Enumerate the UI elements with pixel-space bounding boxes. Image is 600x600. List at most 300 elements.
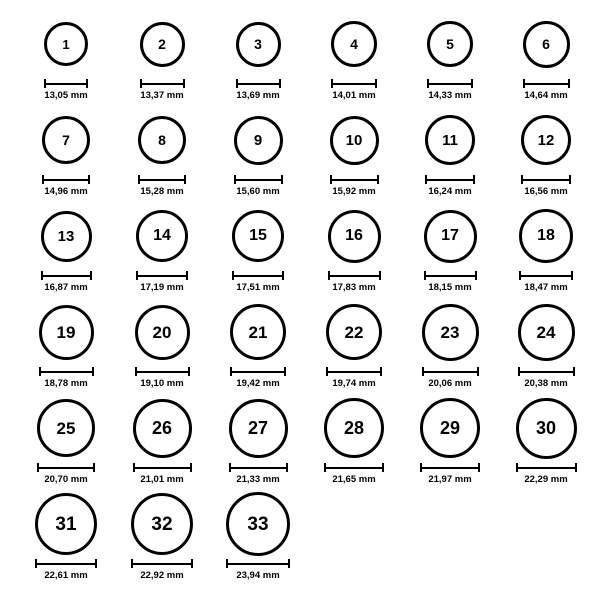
ring-circle-icon bbox=[326, 304, 382, 360]
ring-circle-wrap bbox=[424, 204, 477, 268]
ring-size-item bbox=[498, 12, 594, 101]
ring-circle-icon bbox=[226, 492, 290, 556]
measure-line bbox=[420, 467, 480, 469]
measure-line bbox=[131, 563, 193, 565]
diameter-measure-bar bbox=[136, 271, 188, 280]
diameter-value: 22,29 mm bbox=[524, 474, 568, 485]
diameter-value: 21,33 mm bbox=[236, 474, 280, 485]
diameter-value: 14,33 mm bbox=[428, 90, 472, 101]
ring-size-item bbox=[114, 492, 210, 581]
ring-size-item bbox=[402, 204, 498, 293]
diameter-value: 22,61 mm bbox=[44, 570, 88, 581]
diameter-measure-bar bbox=[330, 175, 379, 184]
diameter-measure-bar bbox=[331, 79, 377, 88]
ring-circle-icon bbox=[131, 493, 193, 555]
ring-size-item bbox=[210, 108, 306, 197]
diameter-value: 18,78 mm bbox=[44, 378, 88, 389]
ring-size-item bbox=[114, 300, 210, 389]
ring-circle-wrap bbox=[521, 108, 571, 172]
ring-size-label: 28 bbox=[343, 418, 365, 438]
measure-tick-left bbox=[39, 367, 41, 376]
measure-line bbox=[326, 371, 382, 373]
measure-line bbox=[330, 179, 379, 181]
diameter-measure-bar bbox=[230, 367, 286, 376]
ring-size-item bbox=[402, 300, 498, 389]
diameter-measure-bar bbox=[229, 463, 288, 472]
diameter-measure-bar bbox=[41, 271, 92, 280]
ring-circle-wrap bbox=[519, 204, 573, 268]
measure-line bbox=[42, 179, 90, 181]
ring-size-item bbox=[306, 204, 402, 293]
measure-line bbox=[236, 83, 281, 85]
measure-line bbox=[328, 275, 381, 277]
ring-size-label: 18 bbox=[537, 227, 555, 244]
ring-size-item bbox=[210, 204, 306, 293]
ring-size-label: 24 bbox=[536, 322, 556, 342]
ring-circle-icon bbox=[519, 209, 573, 263]
measure-tick-right bbox=[568, 79, 570, 88]
diameter-measure-bar bbox=[138, 175, 186, 184]
ring-row bbox=[0, 300, 600, 396]
ring-circle-wrap bbox=[422, 300, 479, 364]
measure-tick-right bbox=[475, 271, 477, 280]
measure-tick-right bbox=[188, 367, 190, 376]
measure-tick-left bbox=[226, 559, 228, 568]
ring-circle-icon bbox=[39, 305, 94, 360]
diameter-measure-bar bbox=[422, 367, 479, 376]
diameter-value: 17,51 mm bbox=[236, 282, 280, 293]
ring-circle-icon bbox=[229, 399, 288, 458]
measure-tick-right bbox=[284, 367, 286, 376]
measure-tick-right bbox=[191, 559, 193, 568]
ring-circle-wrap bbox=[420, 396, 480, 460]
diameter-measure-bar bbox=[420, 463, 480, 472]
ring-row bbox=[0, 204, 600, 300]
measure-tick-right bbox=[471, 79, 473, 88]
measure-tick-left bbox=[41, 271, 43, 280]
measure-tick-left bbox=[135, 367, 137, 376]
diameter-measure-bar bbox=[35, 559, 97, 568]
diameter-measure-bar bbox=[140, 79, 185, 88]
ring-circle-icon bbox=[35, 493, 97, 555]
ring-size-label: 32 bbox=[151, 513, 173, 535]
ring-circle-wrap bbox=[140, 12, 185, 76]
diameter-value: 21,65 mm bbox=[332, 474, 376, 485]
diameter-value: 22,92 mm bbox=[140, 570, 184, 581]
ring-circle-wrap bbox=[226, 492, 290, 556]
diameter-measure-bar bbox=[427, 79, 473, 88]
measure-tick-left bbox=[44, 79, 46, 88]
measure-line bbox=[37, 467, 95, 469]
measure-tick-left bbox=[229, 463, 231, 472]
measure-tick-right bbox=[184, 175, 186, 184]
measure-tick-left bbox=[331, 79, 333, 88]
ring-circle-icon bbox=[425, 115, 475, 165]
ring-circle-wrap bbox=[44, 12, 88, 76]
diameter-value: 13,37 mm bbox=[140, 90, 184, 101]
diameter-measure-bar bbox=[44, 79, 88, 88]
ring-size-label: 7 bbox=[62, 132, 70, 148]
diameter-measure-bar bbox=[424, 271, 477, 280]
measure-line bbox=[133, 467, 192, 469]
measure-tick-right bbox=[88, 175, 90, 184]
ring-circle-icon bbox=[138, 116, 186, 164]
diameter-measure-bar bbox=[519, 271, 573, 280]
measure-tick-right bbox=[473, 175, 475, 184]
ring-size-label: 15 bbox=[249, 227, 267, 244]
ring-size-item bbox=[498, 300, 594, 389]
diameter-value: 13,05 mm bbox=[44, 90, 88, 101]
measure-line bbox=[521, 179, 571, 181]
measure-tick-right bbox=[183, 79, 185, 88]
ring-size-label: 1 bbox=[62, 36, 70, 52]
diameter-value: 20,38 mm bbox=[524, 378, 568, 389]
ring-row bbox=[0, 12, 600, 108]
ring-row bbox=[0, 492, 600, 588]
ring-circle-wrap bbox=[516, 396, 577, 460]
ring-size-item bbox=[306, 300, 402, 389]
measure-tick-left bbox=[521, 175, 523, 184]
measure-tick-left bbox=[518, 367, 520, 376]
ring-circle-icon bbox=[518, 304, 575, 361]
ring-circle-icon bbox=[328, 210, 381, 263]
diameter-value: 15,28 mm bbox=[140, 186, 184, 197]
ring-size-item bbox=[18, 204, 114, 293]
ring-circle-icon bbox=[420, 398, 480, 458]
ring-circle-wrap bbox=[328, 204, 381, 268]
measure-tick-left bbox=[422, 367, 424, 376]
ring-size-label: 6 bbox=[542, 36, 550, 52]
measure-tick-right bbox=[90, 271, 92, 280]
ring-circle-wrap bbox=[138, 108, 186, 172]
ring-circle-icon bbox=[230, 304, 286, 360]
ring-size-label: 10 bbox=[345, 131, 363, 149]
ring-size-label: 26 bbox=[151, 418, 173, 438]
ring-size-item bbox=[402, 396, 498, 485]
measure-tick-left bbox=[420, 463, 422, 472]
ring-size-label: 27 bbox=[247, 418, 269, 438]
measure-tick-left bbox=[232, 271, 234, 280]
measure-tick-right bbox=[86, 79, 88, 88]
measure-tick-left bbox=[425, 175, 427, 184]
ring-circle-icon bbox=[523, 21, 570, 68]
ring-size-item bbox=[18, 12, 114, 101]
ring-size-label: 5 bbox=[446, 36, 454, 52]
diameter-value: 14,64 mm bbox=[524, 90, 568, 101]
measure-line bbox=[230, 371, 286, 373]
ring-size-item bbox=[18, 492, 114, 581]
diameter-measure-bar bbox=[516, 463, 577, 472]
ring-size-item bbox=[18, 108, 114, 197]
diameter-value: 19,42 mm bbox=[236, 378, 280, 389]
ring-size-item bbox=[402, 12, 498, 101]
measure-line bbox=[44, 83, 88, 85]
ring-size-item bbox=[114, 396, 210, 485]
measure-tick-right bbox=[379, 271, 381, 280]
measure-line bbox=[35, 563, 97, 565]
measure-tick-left bbox=[523, 79, 525, 88]
ring-size-label: 33 bbox=[247, 513, 269, 535]
ring-size-label: 2 bbox=[158, 36, 166, 52]
measure-tick-left bbox=[133, 463, 135, 472]
diameter-measure-bar bbox=[326, 367, 382, 376]
measure-tick-right bbox=[375, 79, 377, 88]
measure-tick-left bbox=[42, 175, 44, 184]
measure-tick-left bbox=[328, 271, 330, 280]
measure-tick-right bbox=[575, 463, 577, 472]
ring-size-item bbox=[114, 108, 210, 197]
diameter-measure-bar bbox=[521, 175, 571, 184]
ring-circle-icon bbox=[324, 398, 384, 458]
diameter-measure-bar bbox=[226, 559, 290, 568]
diameter-value: 19,10 mm bbox=[140, 378, 184, 389]
diameter-value: 17,19 mm bbox=[140, 282, 184, 293]
measure-line bbox=[516, 467, 577, 469]
diameter-measure-bar bbox=[425, 175, 475, 184]
measure-line bbox=[138, 179, 186, 181]
diameter-value: 14,96 mm bbox=[44, 186, 88, 197]
measure-tick-right bbox=[569, 175, 571, 184]
ring-size-item bbox=[306, 12, 402, 101]
ring-size-label: 11 bbox=[442, 131, 458, 149]
ring-size-label: 29 bbox=[439, 418, 461, 438]
diameter-value: 17,83 mm bbox=[332, 282, 376, 293]
measure-tick-left bbox=[519, 271, 521, 280]
ring-size-item bbox=[114, 204, 210, 293]
measure-line bbox=[229, 467, 288, 469]
diameter-value: 20,06 mm bbox=[428, 378, 472, 389]
measure-tick-left bbox=[324, 463, 326, 472]
ring-size-item bbox=[498, 204, 594, 293]
measure-tick-left bbox=[131, 559, 133, 568]
ring-circle-icon bbox=[135, 305, 190, 360]
ring-circle-icon bbox=[330, 116, 379, 165]
measure-tick-right bbox=[478, 463, 480, 472]
ring-size-label: 4 bbox=[350, 36, 358, 52]
measure-line bbox=[518, 371, 575, 373]
measure-tick-left bbox=[37, 463, 39, 472]
ring-size-item bbox=[498, 396, 594, 485]
ring-circle-wrap bbox=[133, 396, 192, 460]
ring-circle-wrap bbox=[135, 300, 190, 364]
ring-size-item bbox=[306, 396, 402, 485]
diameter-value: 15,60 mm bbox=[236, 186, 280, 197]
measure-tick-right bbox=[477, 367, 479, 376]
measure-line bbox=[324, 467, 384, 469]
ring-circle-icon bbox=[41, 211, 92, 262]
ring-row bbox=[0, 108, 600, 204]
measure-line bbox=[427, 83, 473, 85]
diameter-value: 20,70 mm bbox=[44, 474, 88, 485]
measure-tick-right bbox=[288, 559, 290, 568]
ring-circle-wrap bbox=[229, 396, 288, 460]
diameter-measure-bar bbox=[39, 367, 94, 376]
diameter-value: 16,87 mm bbox=[44, 282, 88, 293]
diameter-measure-bar bbox=[133, 463, 192, 472]
diameter-measure-bar bbox=[42, 175, 90, 184]
ring-circle-icon bbox=[37, 399, 95, 457]
diameter-value: 15,92 mm bbox=[332, 186, 376, 197]
measure-tick-left bbox=[424, 271, 426, 280]
measure-tick-left bbox=[234, 175, 236, 184]
ring-size-item bbox=[210, 396, 306, 485]
measure-tick-left bbox=[136, 271, 138, 280]
ring-circle-icon bbox=[140, 22, 185, 67]
measure-tick-left bbox=[230, 367, 232, 376]
measure-tick-right bbox=[190, 463, 192, 472]
ring-size-label: 19 bbox=[56, 322, 76, 342]
measure-tick-right bbox=[186, 271, 188, 280]
ring-circle-wrap bbox=[230, 300, 286, 364]
ring-size-item bbox=[210, 492, 306, 581]
measure-tick-right bbox=[382, 463, 384, 472]
measure-tick-right bbox=[281, 175, 283, 184]
ring-circle-icon bbox=[44, 22, 88, 66]
measure-tick-right bbox=[571, 271, 573, 280]
ring-size-item bbox=[498, 108, 594, 197]
ring-circle-wrap bbox=[35, 492, 97, 556]
measure-line bbox=[226, 563, 290, 565]
ring-circle-wrap bbox=[232, 204, 284, 268]
diameter-value: 21,97 mm bbox=[428, 474, 472, 485]
ring-circle-icon bbox=[424, 210, 477, 263]
ring-circle-wrap bbox=[37, 396, 95, 460]
ring-circle-icon bbox=[427, 21, 473, 67]
ring-circle-wrap bbox=[234, 108, 283, 172]
diameter-measure-bar bbox=[328, 271, 381, 280]
measure-tick-left bbox=[330, 175, 332, 184]
ring-circle-wrap bbox=[427, 12, 473, 76]
ring-circle-icon bbox=[422, 304, 479, 361]
diameter-value: 21,01 mm bbox=[140, 474, 184, 485]
measure-line bbox=[135, 371, 190, 373]
ring-circle-wrap bbox=[236, 12, 281, 76]
measure-line bbox=[523, 83, 570, 85]
ring-size-label: 21 bbox=[248, 322, 268, 342]
diameter-value: 18,47 mm bbox=[524, 282, 568, 293]
measure-tick-left bbox=[140, 79, 142, 88]
ring-circle-icon bbox=[133, 399, 192, 458]
ring-size-item bbox=[210, 300, 306, 389]
diameter-value: 13,69 mm bbox=[236, 90, 280, 101]
measure-tick-left bbox=[138, 175, 140, 184]
ring-circle-wrap bbox=[131, 492, 193, 556]
diameter-value: 18,15 mm bbox=[428, 282, 472, 293]
ring-circle-icon bbox=[331, 21, 377, 67]
ring-size-item bbox=[18, 300, 114, 389]
measure-line bbox=[425, 179, 475, 181]
diameter-value: 16,24 mm bbox=[428, 186, 472, 197]
ring-circle-wrap bbox=[523, 12, 570, 76]
diameter-measure-bar bbox=[324, 463, 384, 472]
measure-line bbox=[519, 275, 573, 277]
ring-size-label: 3 bbox=[254, 36, 262, 52]
ring-row bbox=[0, 396, 600, 492]
measure-line bbox=[140, 83, 185, 85]
ring-circle-icon bbox=[516, 398, 577, 459]
diameter-measure-bar bbox=[523, 79, 570, 88]
ring-circle-wrap bbox=[42, 108, 90, 172]
ring-size-label: 9 bbox=[253, 131, 263, 149]
ring-circle-wrap bbox=[425, 108, 475, 172]
ring-circle-icon bbox=[521, 115, 571, 165]
measure-line bbox=[424, 275, 477, 277]
measure-tick-right bbox=[573, 367, 575, 376]
measure-tick-right bbox=[95, 559, 97, 568]
ring-size-label: 16 bbox=[345, 227, 363, 244]
ring-size-label: 20 bbox=[152, 322, 172, 342]
ring-size-label: 8 bbox=[158, 132, 166, 148]
measure-line bbox=[136, 275, 188, 277]
diameter-measure-bar bbox=[234, 175, 283, 184]
measure-tick-right bbox=[377, 175, 379, 184]
diameter-measure-bar bbox=[135, 367, 190, 376]
ring-size-label: 31 bbox=[55, 513, 77, 535]
diameter-measure-bar bbox=[236, 79, 281, 88]
ring-circle-icon bbox=[232, 210, 284, 262]
ring-size-item bbox=[402, 108, 498, 197]
measure-tick-left bbox=[427, 79, 429, 88]
measure-line bbox=[41, 275, 92, 277]
measure-tick-right bbox=[286, 463, 288, 472]
diameter-measure-bar bbox=[232, 271, 284, 280]
ring-size-label: 14 bbox=[153, 227, 171, 244]
measure-tick-right bbox=[282, 271, 284, 280]
ring-size-item bbox=[306, 108, 402, 197]
diameter-value: 14,01 mm bbox=[332, 90, 376, 101]
ring-size-item bbox=[210, 12, 306, 101]
measure-tick-left bbox=[236, 79, 238, 88]
ring-size-label: 13 bbox=[57, 227, 75, 245]
ring-circle-wrap bbox=[330, 108, 379, 172]
ring-circle-icon bbox=[234, 116, 283, 165]
diameter-measure-bar bbox=[518, 367, 575, 376]
measure-tick-right bbox=[279, 79, 281, 88]
ring-circle-wrap bbox=[39, 300, 94, 364]
measure-tick-left bbox=[326, 367, 328, 376]
measure-tick-right bbox=[380, 367, 382, 376]
ring-size-item bbox=[18, 396, 114, 485]
measure-line bbox=[39, 371, 94, 373]
ring-circle-icon bbox=[236, 22, 281, 67]
ring-size-label: 23 bbox=[440, 322, 460, 342]
ring-circle-icon bbox=[42, 116, 90, 164]
ring-size-label: 17 bbox=[441, 227, 459, 244]
diameter-measure-bar bbox=[131, 559, 193, 568]
diameter-value: 19,74 mm bbox=[332, 378, 376, 389]
measure-tick-right bbox=[92, 367, 94, 376]
ring-circle-icon bbox=[136, 210, 188, 262]
ring-size-label: 25 bbox=[56, 418, 76, 438]
ring-size-label: 30 bbox=[535, 418, 557, 438]
measure-tick-left bbox=[35, 559, 37, 568]
measure-tick-right bbox=[93, 463, 95, 472]
ring-size-item bbox=[114, 12, 210, 101]
ring-circle-wrap bbox=[518, 300, 575, 364]
measure-line bbox=[422, 371, 479, 373]
ring-circle-wrap bbox=[326, 300, 382, 364]
ring-circle-wrap bbox=[136, 204, 188, 268]
diameter-value: 16,56 mm bbox=[524, 186, 568, 197]
ring-size-label: 22 bbox=[344, 322, 364, 342]
ring-circle-wrap bbox=[324, 396, 384, 460]
ring-size-label: 12 bbox=[537, 131, 555, 149]
diameter-measure-bar bbox=[37, 463, 95, 472]
measure-tick-left bbox=[516, 463, 518, 472]
measure-line bbox=[234, 179, 283, 181]
ring-circle-wrap bbox=[331, 12, 377, 76]
diameter-value: 23,94 mm bbox=[236, 570, 280, 581]
